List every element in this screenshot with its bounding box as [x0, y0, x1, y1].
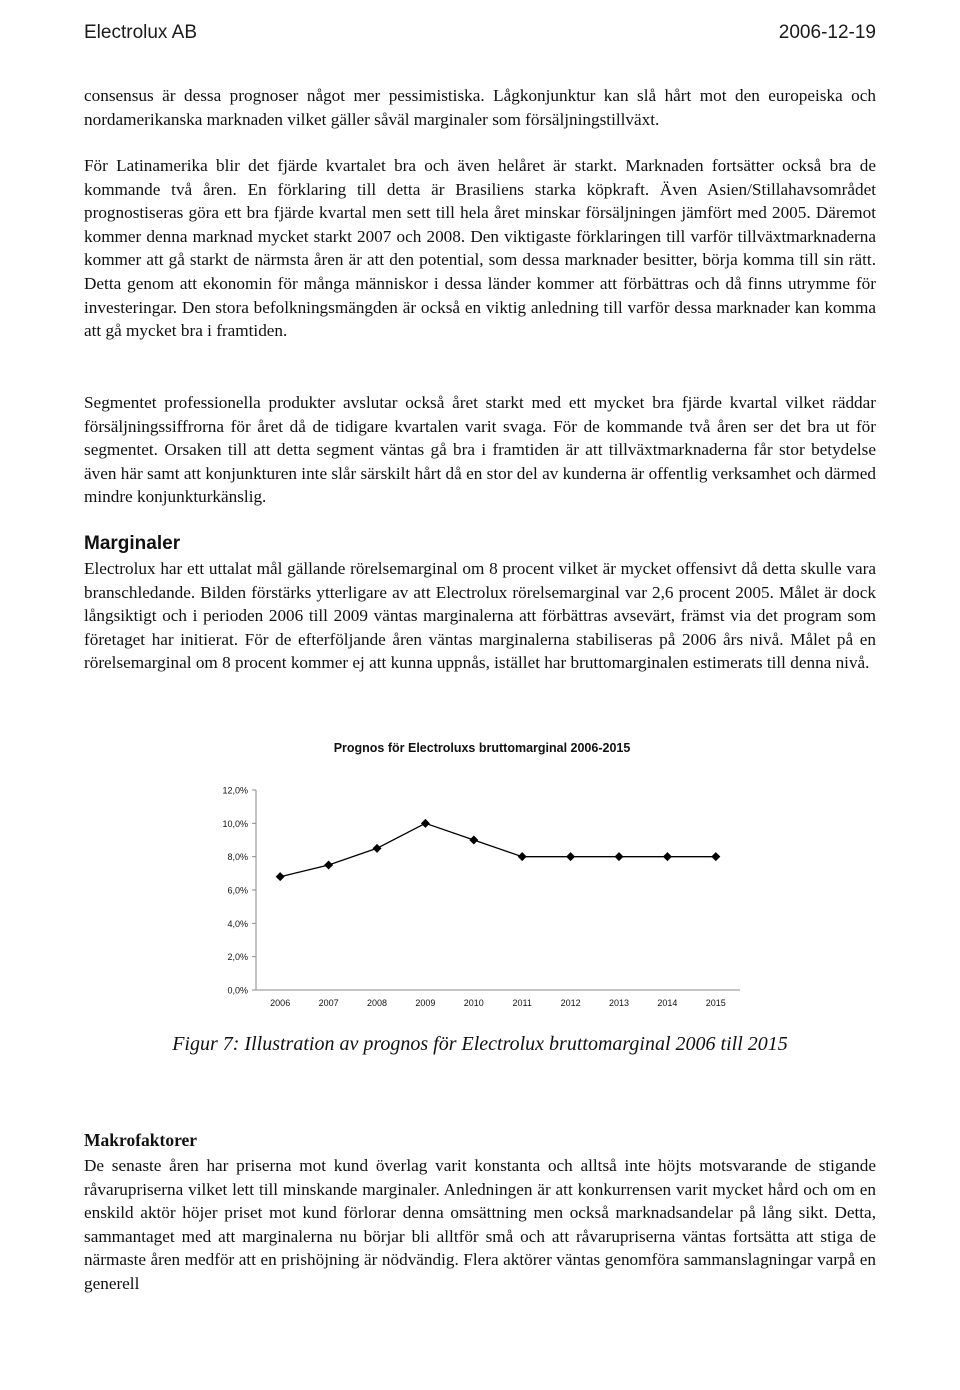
data-point-marker	[711, 852, 720, 861]
page-header	[84, 22, 876, 48]
data-point-marker	[421, 819, 430, 828]
series-line	[280, 823, 716, 876]
x-tick-label: 2012	[560, 998, 581, 1008]
paragraph-5: De senaste åren har priserna mot kund överlag varit konstanta och alltså inte höjts motsvarande de stigande råvarupriserna vilket lett till minskande marginaler. Anledningen är att konkurrensen varit mycket hård och om en enskild aktör höjer priset mot kund förlorar denna omsättning men också marknadsandelar på lång sikt. Detta, sammantaget med att marginalerna nu börjar bli alltför små och att råvarupriserna väntas fortsätta att stiga de närmaste åren medför att en prishöjning är nödvändig. Flera aktörer väntas genomföra sammanslagningar varpå en generell	[84, 1156, 876, 1293]
x-tick-label: 2011	[512, 998, 532, 1008]
x-tick-label: 2010	[463, 998, 484, 1008]
figure-caption: Figur 7: Illustration av prognos för Electrolux bruttomarginal 2006 till 2015	[172, 1033, 788, 1055]
paragraph-4: Electrolux har ett uttalat mål gällande rörelsemarginal om 8 procent vilket är mycket offensivt då detta skulle vara branschledande. Bilden förstärks ytterligare av att Electrolux rörelsemarginal var 2,6 procent 2005. Målet är dock långsiktigt och i perioden 2006 till 2009 väntas marginalerna att förbättras avsevärt, främst via det program som företaget har initierat. För de efterföljande åren väntas marginalerna stabiliseras på 2006 års nivå. Målet på en rörelsemarginal om 8 procent kommer ej att kunna uppnås, istället har bruttomarginalen estimerats till denna nivå.	[84, 559, 876, 673]
y-tick-label: 8,0%	[227, 852, 248, 863]
data-point-marker	[615, 852, 624, 861]
x-tick-label: 2008	[366, 998, 388, 1008]
y-tick-label: 2,0%	[227, 952, 248, 963]
data-point-marker	[566, 852, 575, 861]
data-point-marker	[324, 861, 333, 870]
heading-makrofaktorer: Makrofaktorer	[84, 1130, 198, 1150]
x-tick-label: 2007	[318, 998, 339, 1008]
y-tick-label: 10,0%	[222, 818, 248, 829]
gross-margin-chart	[0, 730, 960, 1020]
x-tick-label: 2013	[608, 998, 630, 1008]
chart-title: Prognos för Electroluxs bruttomarginal 2006-2015	[333, 741, 631, 755]
header-company: Electrolux AB	[84, 22, 197, 43]
data-point-marker	[276, 872, 285, 881]
header-date: 2006-12-19	[778, 22, 876, 43]
y-tick-label: 4,0%	[227, 918, 248, 929]
data-point-marker	[373, 844, 382, 853]
paragraph-2: För Latinamerika blir det fjärde kvartalet bra och även helåret är starkt. Marknaden fortsätter också bra de kommande två åren. En förklaring till detta är Brasiliens starka köpkraft. Även Asien/Stillahavsområdet prognostiseras göra ett bra fjärde kvartal men sett till hela året minskar försäljningen jämfört med 2005. Däremot kommer denna marknad mycket starkt 2007 och 2008. Den viktigaste förklaringen till varför tillväxtmarknaderna kommer att gå starkt de närmsta åren är att den potential, som dessa marknader besitter, börja komma till sin rätt. Detta genom att ekonomin för många människor i dessa länder kommer att förbättras och då finns utrymme för investeringar. Den stora befolkningsmängden är också en viktig anledning till varför dessa marknader kan komma att gå mycket bra i framtiden.	[84, 156, 876, 341]
data-point-marker	[469, 836, 478, 845]
y-tick-label: 0,0%	[227, 985, 248, 996]
x-tick-label: 2009	[415, 998, 436, 1008]
heading-marginaler: Marginaler	[84, 533, 181, 554]
paragraph-1: consensus är dessa prognoser något mer pessimistiska. Lågkonjunktur kan slå hårt mot den europeiska och nordamerikanska marknaden vilket gäller såväl marginaler som försäljningstillväxt.	[84, 86, 876, 129]
paragraph-3: Segmentet professionella produkter avslutar också året starkt med ett mycket bra fjärde kvartal vilket räddar försäljningssiffrorna för året då de tidigare kvartalen varit svaga. För de kommande två åren ser det bra ut för segmentet. Orsaken till att detta segment väntas gå bra i framtiden är att tillväxtmarknaderna får stor betydelse även här samt att konjunkturen inte slår särskilt hårt då en stor del av kunderna är offentlig verksamhet och därmed mindre konjunkturkänslig.	[84, 393, 876, 507]
x-tick-label: 2014	[657, 998, 678, 1008]
x-tick-label: 2015	[705, 998, 726, 1008]
y-tick-label: 12,0%	[222, 785, 248, 796]
y-tick-label: 6,0%	[227, 885, 248, 896]
data-point-marker	[663, 852, 672, 861]
data-point-marker	[518, 852, 527, 861]
x-tick-label: 2006	[270, 998, 291, 1008]
